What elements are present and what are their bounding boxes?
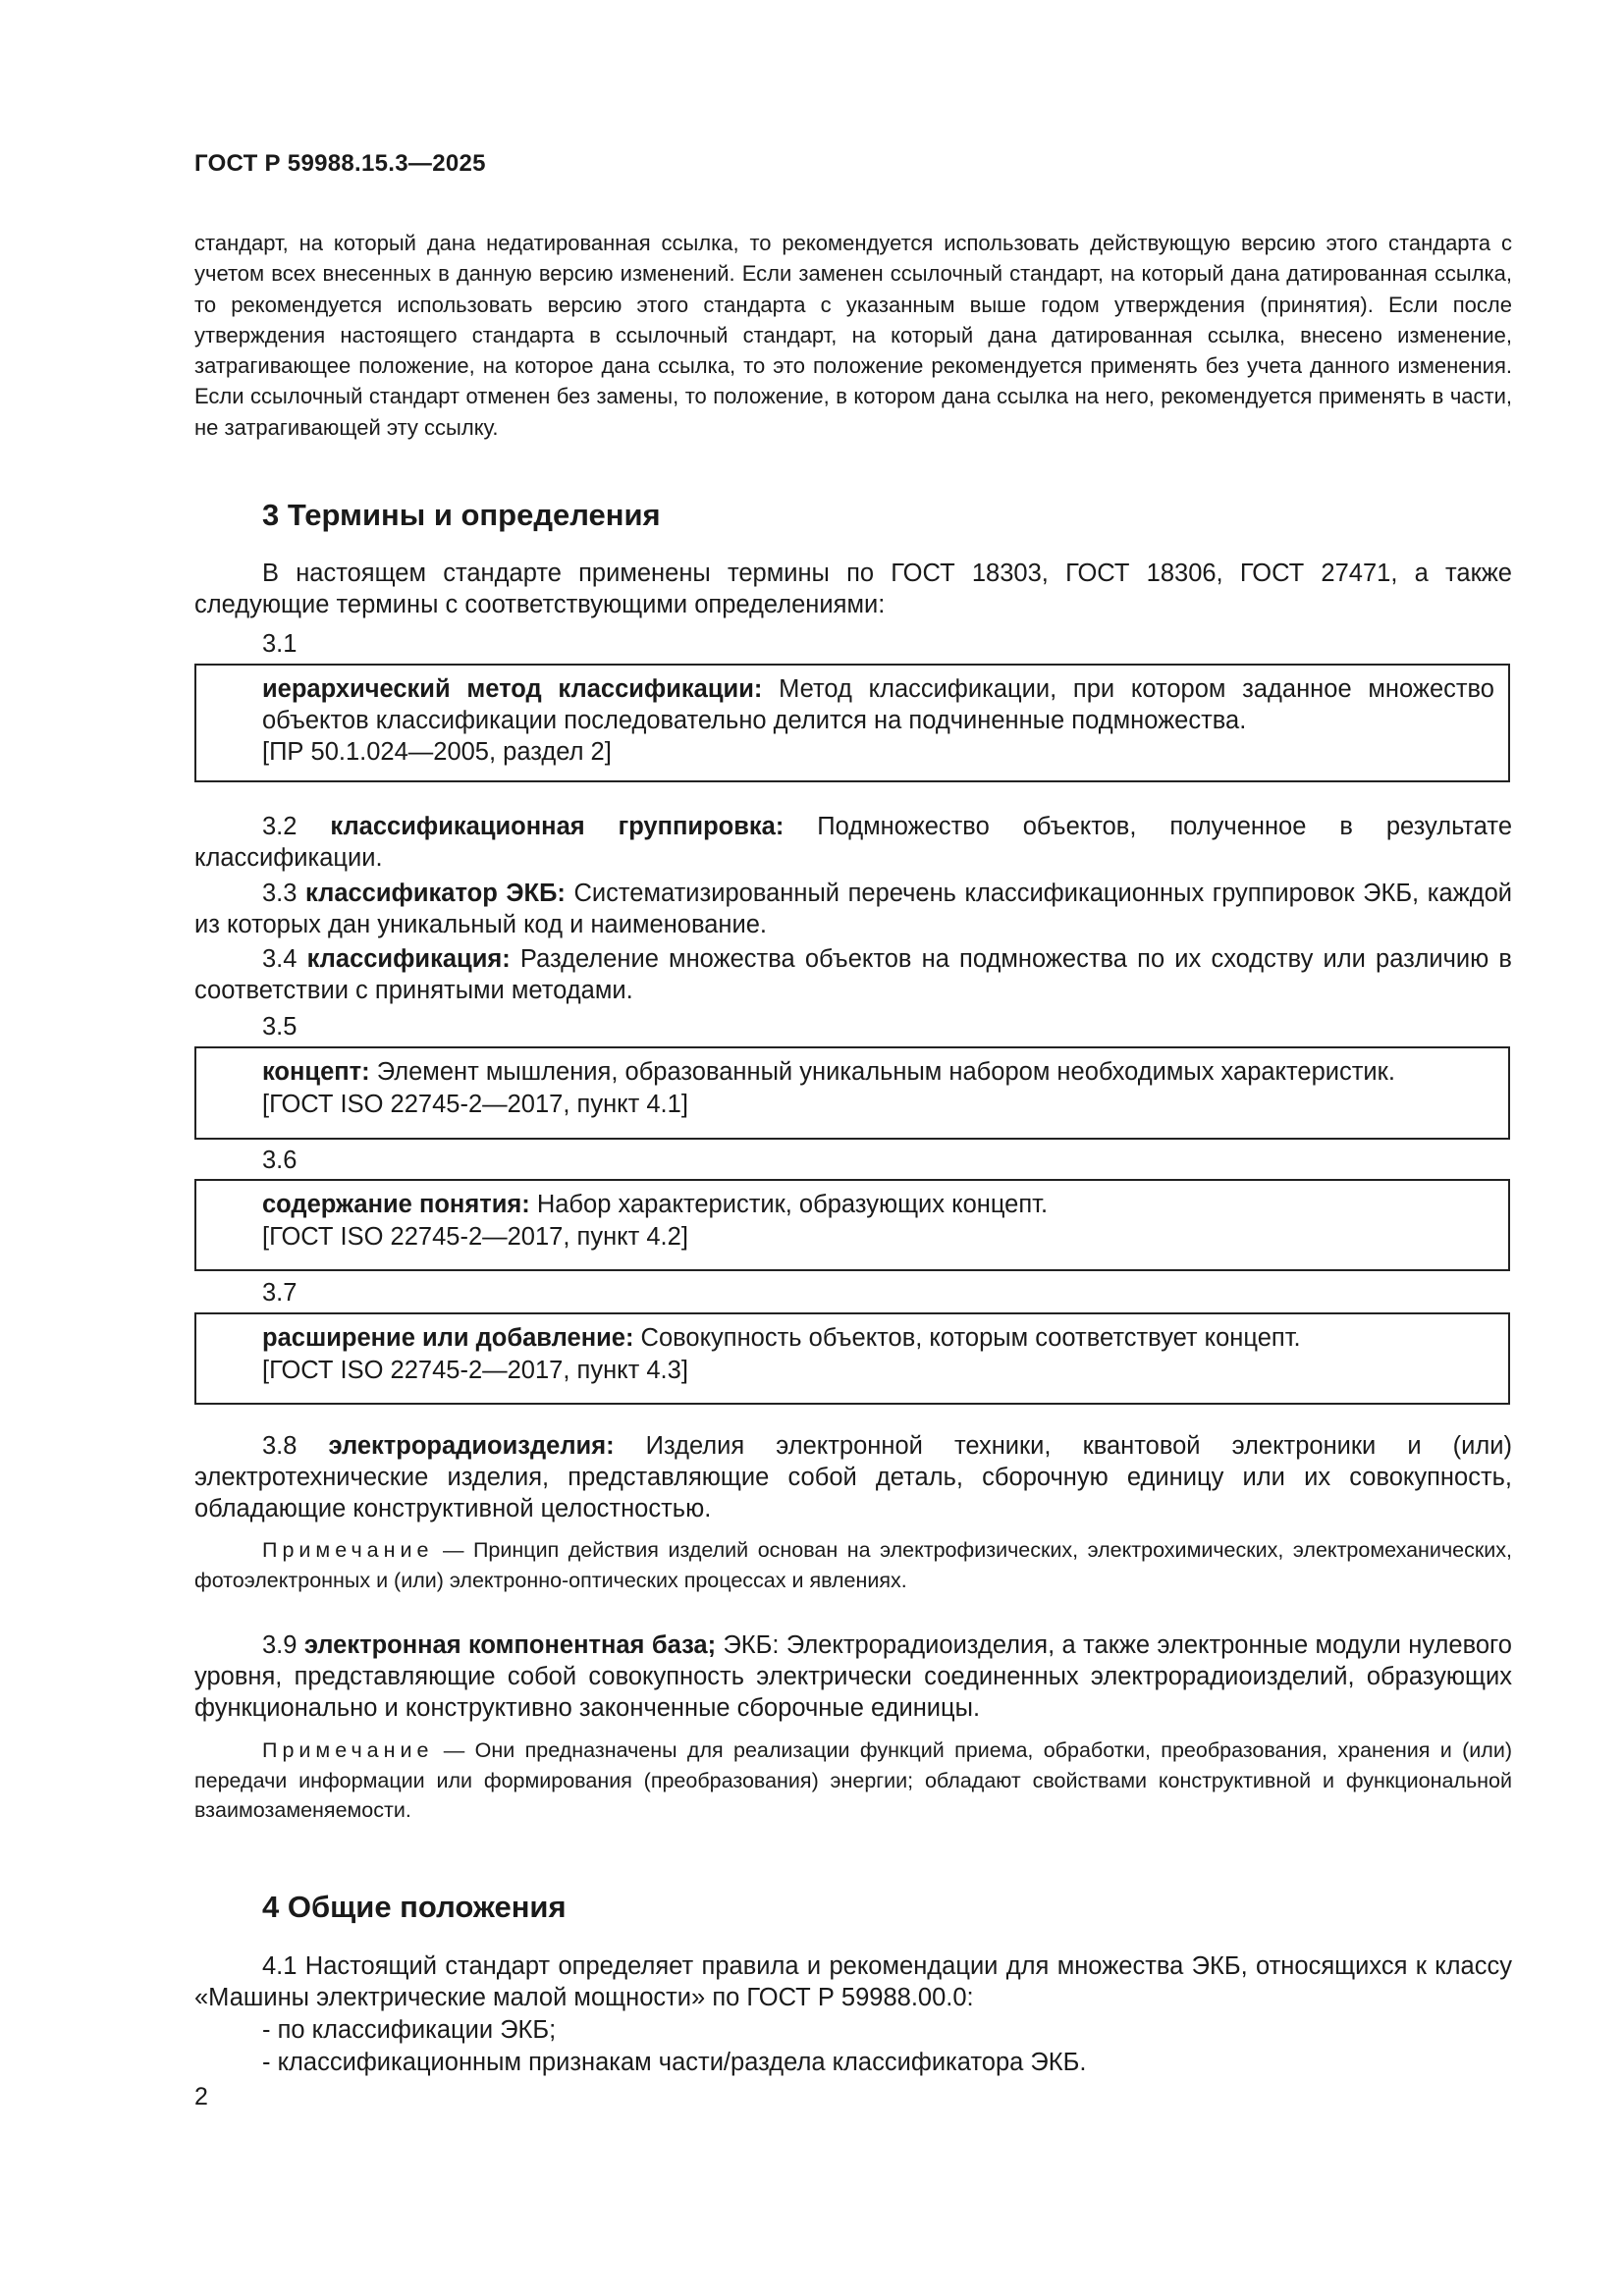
term-3-4: 3.4 классификация: Разделение множества объектов на подмножества по их сходству или различию в соответствии с принятыми методами. xyxy=(194,945,1512,1004)
section-4-list-item-1: - по классификации ЭКБ; xyxy=(262,2016,557,2044)
term-3-6-text: содержание понятия: Набор характеристик, образующих концепт. xyxy=(262,1191,1049,1218)
term-3-2: 3.2 классификационная группировка: Подмножество объектов, полученное в результате классификации. xyxy=(194,813,1512,872)
term-3-5-box xyxy=(194,1046,1510,1140)
term-3-5-term: концепт: xyxy=(262,1058,370,1086)
term-3-3: 3.3 классификатор ЭКБ: Систематизированный перечень классификационных группировок ЭКБ, каждой из которых дан уникальный код и наименование. xyxy=(194,880,1512,938)
note-1: Примечание — Принцип действия изделий основан на электрофизических, электрохимических, электромеханических, фотоэлектронных и (или) электронно-оптических процессах и явлениях. xyxy=(194,1538,1512,1592)
term-3-8: 3.8 электрорадиоизделия: Изделия электронной техники, квантовой электроники и (или) электротехнические изделия, представляющие собой деталь, сборочную единицу или их совокупность, обладающие конструктивной целостностью. xyxy=(194,1432,1512,1522)
intro-paragraph: стандарт, на который дана недатированная ссылка, то рекомендуется использовать действующую версию этого стандарта с учетом всех внесенных в данную версию изменений. Если заменен ссылочный стандарт, на который дана датированная ссылка, то рекомендуется использовать версию этого стандарта с указанным выше годом утверждения (принятия). Если после утверждения настоящего стандарта в ссылочный стандарт, на который дана датированная ссылка, внесено изменение, затрагивающее положение, на которое дана ссылка, то это положение рекомендуется применять без учета данного изменения. Если ссылочный стандарт отменен без замены, то положение, в котором дана ссылка на него, рекомендуется применять в части, не затрагивающей эту ссылку. xyxy=(194,231,1512,440)
term-3-6-number: 3.6 xyxy=(262,1147,298,1174)
section-4-list-item-2: - классификационным признакам части/раздела классификатора ЭКБ. xyxy=(262,2049,1087,2076)
term-3-1-text: иерархический метод классификации: Метод классификации, при котором заданное множество объектов классификации последовательно делится на подчиненные подмножества. xyxy=(262,675,1494,734)
section-4-title: 4 Общие положения xyxy=(262,1890,567,1924)
term-3-9: 3.9 электронная компонентная база; ЭКБ: Электрорадиоизделия, а также электронные модули нулевого уровня, представляющие собой совокупность электрически соединенных электрорадиоизделий, образующих функционально и конструктивно законченные сборочные единицы. xyxy=(194,1631,1512,1722)
term-3-9-term: электронная компонентная база; xyxy=(303,1631,717,1659)
section-3-title: 3 Термины и определения xyxy=(262,498,661,532)
term-3-3-term: классификатор ЭКБ: xyxy=(305,880,566,907)
document-header-title: ГОСТ Р 59988.15.3—2025 xyxy=(194,150,486,177)
term-3-5-text: концепт: Элемент мышления, образованный уникальным набором необходимых характеристик. xyxy=(262,1058,1395,1086)
term-3-1-number: 3.1 xyxy=(262,630,298,658)
term-3-4-term: классификация: xyxy=(306,945,511,973)
term-3-7-source: [ГОСТ ISO 22745-2—2017, пункт 4.3] xyxy=(262,1357,688,1384)
note-1-label: Примечание xyxy=(262,1538,434,1562)
term-3-8-term: электрорадиоизделия: xyxy=(328,1432,615,1460)
term-3-7-text: расширение или добавление: Совокупность объектов, которым соответствует концепт. xyxy=(262,1324,1301,1352)
term-3-7-number: 3.7 xyxy=(262,1279,298,1307)
term-3-2-term: классификационная группировка: xyxy=(330,813,785,840)
note-2: Примечание — Они предназначены для реализации функций приема, обработки, преобразования, хранения и (или) передачи информации или формирования (преобразования) энергии; обладают свойствами конструктивной и функциональной взаимозаменяемости. xyxy=(194,1738,1512,1822)
term-3-1-term: иерархический метод классификации: xyxy=(262,675,763,703)
page-number: 2 xyxy=(194,2083,208,2110)
section-3-lead: В настоящем стандарте применены термины по ГОСТ 18303, ГОСТ 18306, ГОСТ 27471, а также следующие термины с соответствующими определениями: xyxy=(194,560,1512,618)
term-3-1-box xyxy=(194,664,1510,782)
term-3-7-term: расширение или добавление: xyxy=(262,1324,634,1352)
term-3-6-box xyxy=(194,1179,1510,1271)
section-4-paragraph-4-1: 4.1 Настоящий стандарт определяет правила и рекомендации для множества ЭКБ, относящихся к классу «Машины электрические малой мощности» по ГОСТ Р 59988.00.0: xyxy=(194,1952,1512,2011)
note-2-label: Примечание xyxy=(262,1738,434,1762)
term-3-6-term: содержание понятия: xyxy=(262,1191,530,1218)
term-3-7-box xyxy=(194,1312,1510,1405)
term-3-6-source: [ГОСТ ISO 22745-2—2017, пункт 4.2] xyxy=(262,1223,688,1251)
term-3-5-source: [ГОСТ ISO 22745-2—2017, пункт 4.1] xyxy=(262,1091,688,1118)
term-3-5-number: 3.5 xyxy=(262,1013,298,1041)
term-3-1-source: [ПР 50.1.024—2005, раздел 2] xyxy=(262,738,612,766)
